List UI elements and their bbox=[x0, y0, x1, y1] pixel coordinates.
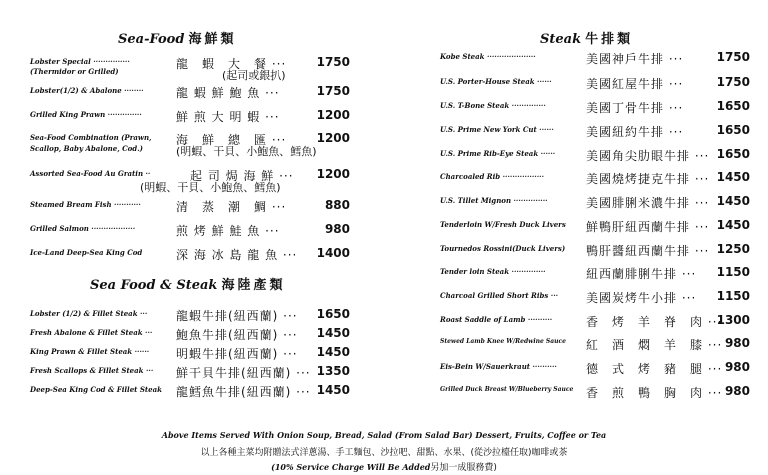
item-price: 1750 bbox=[716, 75, 750, 89]
item-zh-sub: (起司或銀扒) bbox=[222, 69, 286, 82]
item-zh-name: 鮑魚牛排(紐西蘭) ··· bbox=[176, 328, 298, 342]
item-zh-sub: (明蝦、干貝、小鮑魚、鱈魚) bbox=[176, 145, 317, 158]
item-price: 1650 bbox=[716, 99, 750, 113]
item-price: 980 bbox=[324, 222, 350, 236]
item-price: 980 bbox=[724, 360, 750, 374]
item-en-name: Grilled King Prawn ·············· bbox=[30, 110, 142, 119]
item-price: 1200 bbox=[316, 108, 350, 122]
section-title-seafood bbox=[118, 28, 236, 47]
item-price: 1450 bbox=[316, 345, 350, 359]
item-en-name: U.S. Prime Rib-Eye Steak ······ bbox=[440, 149, 556, 158]
item-price: 1650 bbox=[716, 147, 750, 161]
item-en-name: Fresh Abalone & Fillet Steak ··· bbox=[30, 328, 153, 337]
item-zh-name: 美國紅屋牛排 ··· bbox=[586, 77, 684, 91]
item-price: 1750 bbox=[316, 55, 350, 69]
item-price: 1200 bbox=[316, 131, 350, 145]
item-price: 1450 bbox=[716, 194, 750, 208]
item-zh-name: 鮮鴨肝紐西蘭牛排 ··· bbox=[586, 220, 710, 234]
item-en-subname: Scallop, Baby Abalone, Cod.) bbox=[30, 144, 143, 153]
item-en-name: Ice-Land Deep-Sea King Cod bbox=[30, 248, 143, 257]
item-price: 1150 bbox=[716, 289, 750, 303]
item-zh-name: 香 煎 鴨 胸 肉 ··· bbox=[586, 386, 723, 400]
item-price: 880 bbox=[324, 198, 350, 212]
section-title-en: Sea-Food bbox=[118, 32, 185, 47]
item-zh-name: 美國腓脷米濃牛排 ··· bbox=[586, 196, 710, 210]
section-title-en: Steak bbox=[540, 32, 582, 47]
item-zh-name: 海 鮮 總 匯 ··· bbox=[176, 133, 287, 147]
item-zh-name: 美國神戶牛排 ··· bbox=[586, 52, 684, 66]
item-zh-name: 紅 酒 燜 羊 膝 ··· bbox=[586, 338, 723, 352]
item-price: 1650 bbox=[316, 307, 350, 321]
item-zh-name: 美國燒烤捷克牛排 ··· bbox=[586, 172, 710, 186]
item-zh-name: 紐西蘭腓脷牛排 ··· bbox=[586, 267, 697, 281]
item-en-name: King Prawn & Fillet Steak ······ bbox=[30, 347, 150, 356]
item-price: 1450 bbox=[716, 218, 750, 232]
item-zh-name: 美國角尖肋眼牛排 ··· bbox=[586, 149, 710, 163]
service-charge-zh: 另加一成服務費) bbox=[430, 463, 497, 473]
item-price: 1450 bbox=[716, 170, 750, 184]
item-en-name: U.S. T-Bone Steak ·············· bbox=[440, 101, 546, 110]
item-price: 1200 bbox=[316, 167, 350, 181]
item-en-name: Steamed Bream Fish ··········· bbox=[30, 200, 141, 209]
item-zh-name: 鮮 煎 大 明 蝦 ··· bbox=[176, 110, 280, 124]
item-en-name: U.S. Tillet Mignon ·············· bbox=[440, 196, 548, 205]
service-charge-en: (10% Service Charge Will Be Added bbox=[271, 462, 431, 472]
item-en-name: Lobster (1/2) & Fillet Steak ··· bbox=[30, 309, 148, 318]
section-title-steak bbox=[540, 28, 633, 47]
item-price: 1250 bbox=[716, 242, 750, 256]
item-zh-name: 龍 蝦 大 餐 ··· bbox=[176, 57, 287, 71]
section-title-zh: 海鮮類 bbox=[188, 32, 237, 47]
item-price: 1300 bbox=[716, 313, 750, 327]
item-en-name: Stewed Lamb Knee W/Redwine Sauce bbox=[440, 338, 566, 345]
item-price: 980 bbox=[724, 336, 750, 350]
item-zh-name: 美國丁骨牛排 ··· bbox=[586, 101, 684, 115]
item-en-name: Kobe Steak ···················· bbox=[440, 52, 536, 61]
item-price: 1450 bbox=[316, 383, 350, 397]
item-en-name: Grilled Duck Breast W/Blueberry Sauce bbox=[440, 386, 574, 393]
item-en-name: Charcoal Grilled Short Ribs ··· bbox=[440, 291, 559, 300]
item-price: 1750 bbox=[316, 84, 350, 98]
item-en-name: Sea-Food Combination (Prawn, bbox=[30, 133, 152, 142]
item-en-name: Grilled Salmon ·················· bbox=[30, 224, 136, 233]
item-price: 1350 bbox=[316, 364, 350, 378]
item-price: 1450 bbox=[316, 326, 350, 340]
item-en-name: U.S. Porter-House Steak ······ bbox=[440, 77, 552, 86]
item-en-name: Deep-Sea King Cod & Fillet Steak bbox=[30, 385, 162, 394]
item-en-name: Eis-Bein W/Sauerkraut ·········· bbox=[440, 362, 557, 371]
section-title-zh: 海陸產類 bbox=[221, 278, 286, 293]
section-title-en: Sea Food & Steak bbox=[90, 278, 218, 293]
item-en-name: Tournedos Rossini(Duck Livers) bbox=[440, 244, 566, 253]
item-price: 1750 bbox=[716, 50, 750, 64]
item-price: 1650 bbox=[716, 123, 750, 137]
item-price: 1150 bbox=[716, 265, 750, 279]
section-title-zh: 牛排類 bbox=[585, 32, 634, 47]
item-en-name: Charcoaled Rib ················· bbox=[440, 172, 545, 181]
item-en-name: Tender loin Steak ·············· bbox=[440, 267, 546, 276]
item-zh-name: 德 式 烤 豬 腿 ··· bbox=[586, 362, 723, 376]
footer-note-zh: 以上各種主菜均附贈法式洋蔥湯、手工麵包、沙拉吧、甜點、水果、(從沙拉檯任取)咖啡或茶 bbox=[200, 448, 568, 458]
item-zh-name: 美國紐約牛排 ··· bbox=[586, 125, 684, 139]
section-title-seafood-steak bbox=[90, 274, 285, 293]
item-price: 1400 bbox=[316, 246, 350, 260]
item-zh-name: 明蝦牛排(紐西蘭) ··· bbox=[176, 347, 298, 361]
item-en-name: Fresh Scallops & Fillet Steak ··· bbox=[30, 366, 154, 375]
item-zh-name: 起 司 焗 海 鮮 ··· bbox=[190, 169, 294, 183]
item-en-name: Lobster(1/2) & Abalone ········ bbox=[30, 86, 144, 95]
item-zh-name: 清 蒸 潮 鯛 ··· bbox=[176, 200, 287, 214]
item-en-name: U.S. Prime New York Cut ······ bbox=[440, 125, 554, 134]
item-zh-name: 香 烤 羊 脊 肉 ··· bbox=[586, 315, 723, 329]
item-zh-name: 美國炭烤牛小排 ··· bbox=[586, 291, 697, 305]
footer-service-charge bbox=[0, 460, 768, 473]
item-zh-name: 鴨肝醬紐西蘭牛排 ··· bbox=[586, 244, 710, 258]
item-zh-sub: (明蝦、干貝、小鮑魚、鱈魚) bbox=[140, 181, 281, 194]
item-zh-name: 煎 烤 鮮 鮭 魚 ··· bbox=[176, 224, 280, 238]
item-price: 980 bbox=[724, 384, 750, 398]
item-zh-name: 龍蝦牛排(紐西蘭) ··· bbox=[176, 309, 298, 323]
item-en-name: Lobster Special ··············· bbox=[30, 57, 130, 66]
item-zh-name: 深 海 冰 島 龍 魚 ··· bbox=[176, 248, 298, 262]
item-zh-name: 龍鱈魚牛排(紐西蘭) ··· bbox=[176, 385, 311, 399]
item-zh-name: 鮮干貝牛排(紐西蘭) ··· bbox=[176, 366, 311, 380]
item-en-name: Assorted Sea-Food Au Gratin ·· bbox=[30, 169, 151, 178]
item-en-subname: (Thermidor or Grilled) bbox=[30, 67, 119, 76]
item-en-name: Tenderloin W/Fresh Duck Livers bbox=[440, 220, 566, 229]
footer-note-en: Above Items Served With Onion Soup, Bread, Salad (From Salad Bar) Dessert, Fruits, Coffee or Tea bbox=[161, 430, 607, 440]
item-zh-name: 龍 蝦 鮮 鮑 魚 ··· bbox=[176, 86, 280, 100]
item-en-name: Roast Saddle of Lamb ·········· bbox=[440, 315, 553, 324]
